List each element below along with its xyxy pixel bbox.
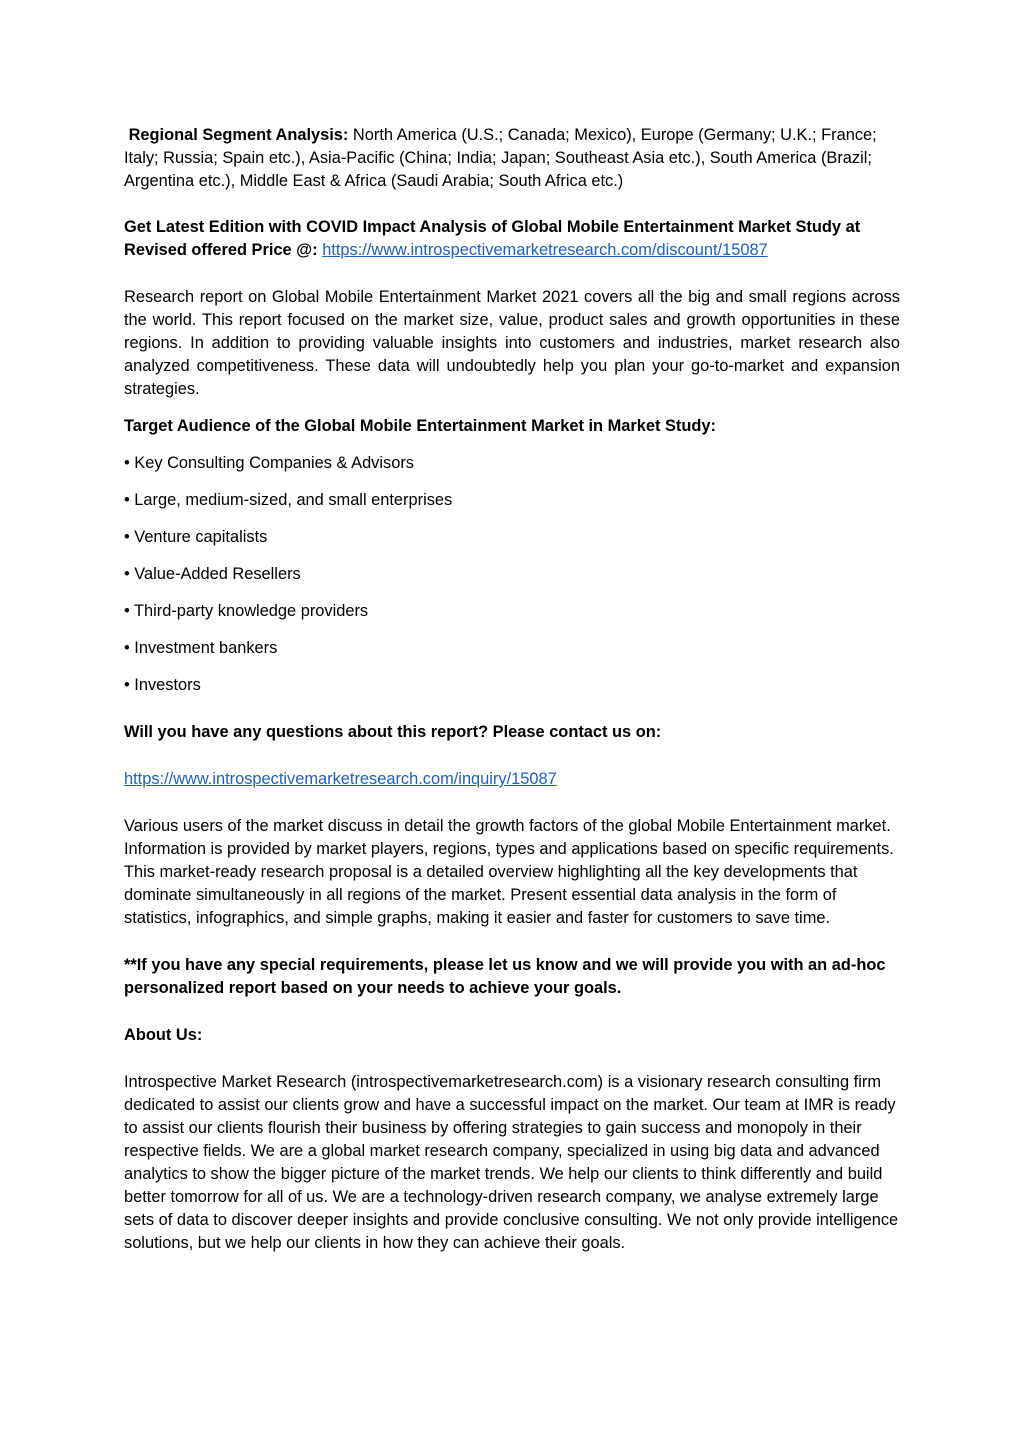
list-item: • Value-Added Resellers [124, 565, 301, 583]
inquiry-link-paragraph [124, 768, 900, 791]
list-item: • Large, medium-sized, and small enterprises [124, 491, 453, 509]
document-page [124, 124, 900, 1255]
about-us-paragraph: Introspective Market Research (introspectivemarketresearch.com) is a visionary research consulting firm dedicated to assist our clients grow and have a successful impact on the market. Our team at IMR is ready to assist our clients flourish their business by offering strategies to gain success and monopoly in their respective fields. We are a global market research company, specialized in using big data and advanced analytics to show the bigger picture of the market trends. We help our clients to think differently and build better tomorrow for all of us. We are a technology-driven research company, we analyse extremely large sets of data to discover deeper insights and provide conclusive consulting. We not only provide intelligence solutions, but we help our clients in how they can achieve their goals. [124, 1073, 899, 1252]
about-us-heading: About Us: [124, 1026, 203, 1044]
list-item: • Venture capitalists [124, 528, 268, 546]
covid-offer-paragraph [124, 216, 900, 262]
regional-segment-paragraph [124, 124, 900, 193]
list-item: • Third-party knowledge providers [124, 602, 369, 620]
research-report-paragraph: Research report on Global Mobile Entertainment Market 2021 covers all the big and small regions across the world. This report focused on the market size, value, product sales and growth opportunities in these regions. In addition to providing valuable insights into customers and industries, market research also analyzed competitiveness. These data will undoubtedly help you plan your go-to-market and expansion strategies. [124, 288, 900, 398]
list-item: • Investors [124, 676, 201, 694]
covid-offer-text: Get Latest Edition with COVID Impact Analysis of Global Mobile Entertainment Market Study at Revised offered Price @: [124, 218, 861, 259]
questions-heading: Will you have any questions about this report? Please contact us on: [124, 723, 662, 741]
inquiry-link[interactable]: https://www.introspectivemarketresearch.com/inquiry/15087 [124, 770, 557, 788]
audience-list [124, 452, 900, 697]
special-requirements-paragraph: **If you have any special requirements, please let us know and we will provide you with an ad-hoc personalized report based on your needs to achieve your goals. [124, 956, 886, 997]
various-users-paragraph: Various users of the market discuss in detail the growth factors of the global Mobile Entertainment market. Information is provided by market players, regions, types and applications based on specific requirements. This market-ready research proposal is a detailed overview highlighting all the key developments that dominate simultaneously in all regions of the market. Present essential data analysis in the form of statistics, infographics, and simple graphs, making it easier and faster for customers to save time. [124, 817, 894, 927]
list-item: • Key Consulting Companies & Advisors [124, 454, 414, 472]
regional-segment-label: Regional Segment Analysis: [128, 126, 349, 144]
target-audience-heading: Target Audience of the Global Mobile Entertainment Market in Market Study: [124, 417, 716, 435]
discount-link[interactable]: https://www.introspectivemarketresearch.com/discount/15087 [322, 241, 768, 259]
list-item: • Investment bankers [124, 639, 278, 657]
regional-segment-text: North America (U.S.; Canada; Mexico), Europe (Germany; U.K.; France; Italy; Russia; Spain etc.), Asia-Pacific (China; India; Japan; Southeast Asia etc.), South America (Brazil; Argentina etc.), Middle East & Africa (Saudi Arabia; South Africa etc.) [124, 126, 877, 190]
